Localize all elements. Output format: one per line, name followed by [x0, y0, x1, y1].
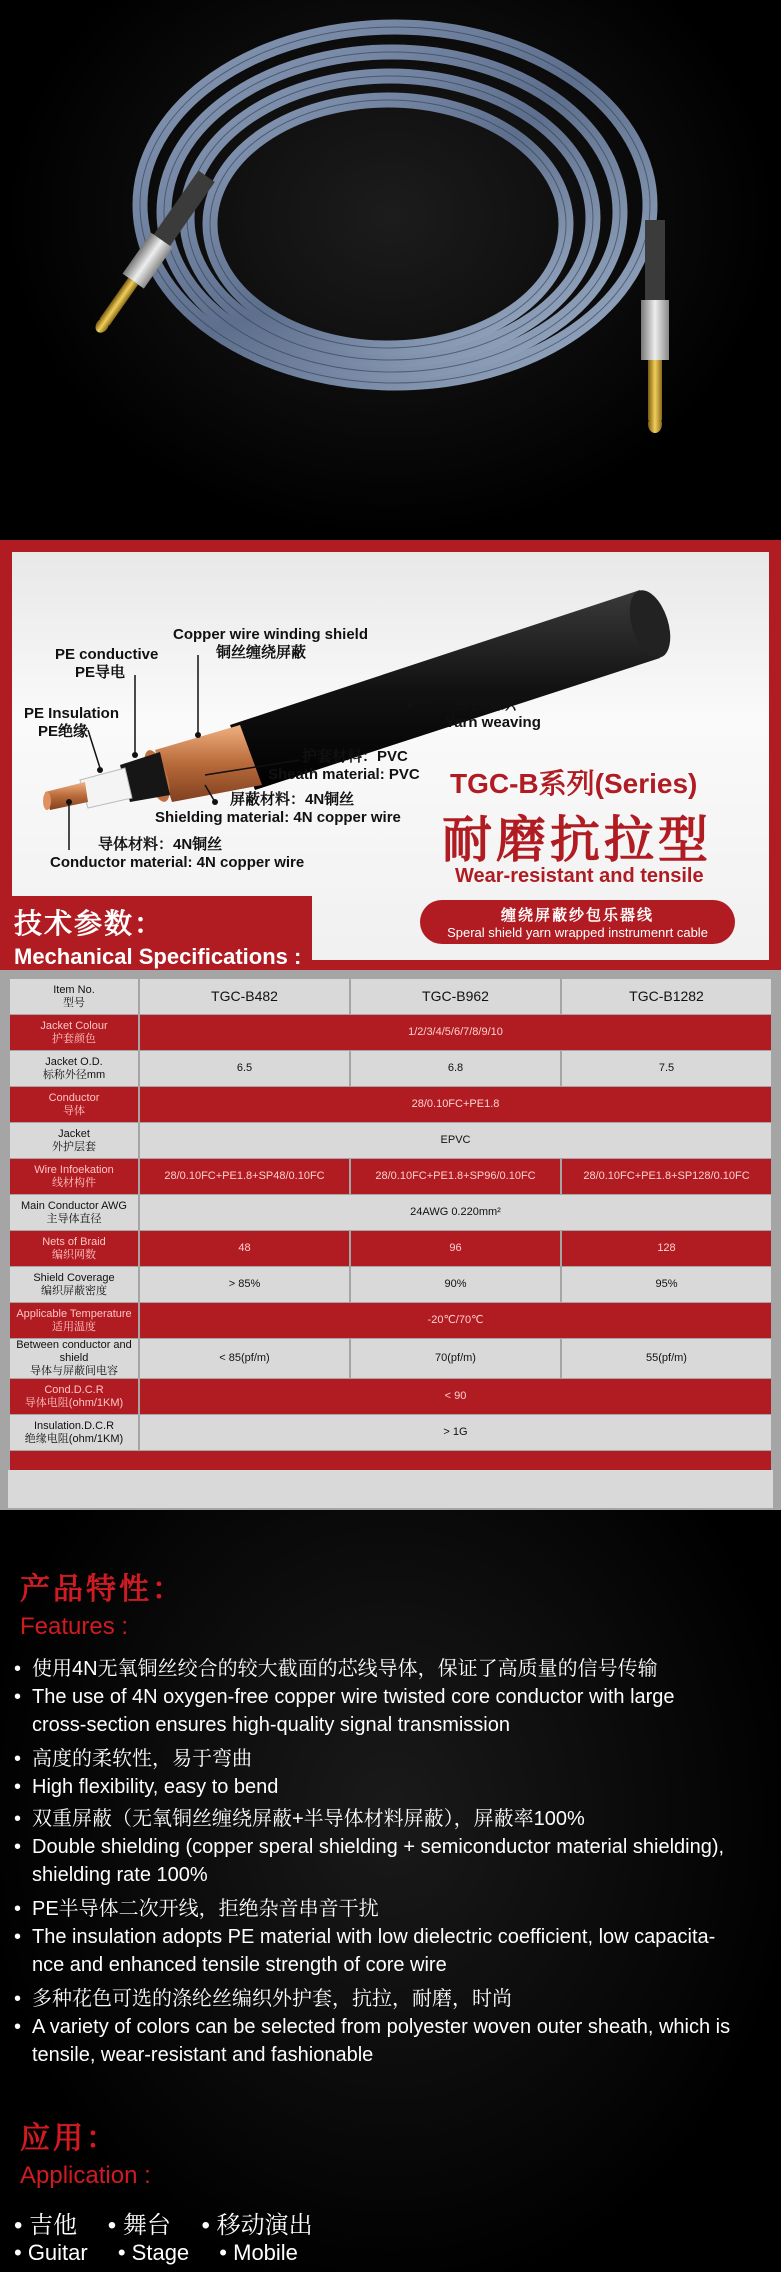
table-cell: 128: [562, 1231, 771, 1266]
feature-item: [14, 1745, 774, 1801]
table-row: [10, 1267, 771, 1302]
feature-item: [14, 1985, 774, 2069]
feature-text-en-cont: tensile, wear-resistant and fashionable: [32, 2044, 374, 2066]
table-cell: 1/2/3/4/5/6/7/8/9/10: [140, 1015, 771, 1050]
label-conductor-cn: 导体材料：4N铜丝: [98, 836, 223, 853]
label-pe-insulation-en: PE Insulation: [24, 705, 120, 722]
bullet-icon: •: [14, 1658, 22, 1680]
header-item-cn: 型号: [63, 996, 85, 1009]
row-label-en: Nets of Braid: [42, 1235, 106, 1248]
row-label-en: Insulation.D.C.R: [33, 1419, 115, 1432]
table-cell: > 85%: [140, 1267, 349, 1302]
table-cell: -20℃/70℃: [140, 1303, 771, 1338]
header-item-en: Item No.: [53, 983, 95, 996]
row-label-cn: 绝缘电阻(ohm/1KM): [24, 1432, 124, 1445]
row-label-en: Wire Infoekation: [34, 1163, 114, 1176]
feature-text-cn: 高度的柔软性，易于弯曲: [32, 1748, 252, 1770]
table-row: [10, 1087, 771, 1122]
table-row: [10, 1123, 771, 1158]
row-label-cn: 导体与屏蔽间电容: [30, 1365, 118, 1377]
spec-heading-cn: 技术参数：: [14, 908, 165, 939]
table-cell: 6.5: [140, 1051, 349, 1086]
table-cell: > 1G: [140, 1415, 771, 1450]
row-label-en: Jacket: [58, 1127, 90, 1140]
feature-text-en-cont: nce and enhanced tensile strength of core wire: [32, 1954, 447, 1976]
feature-item: [14, 1655, 774, 1739]
header-model-1: TGC-B482: [140, 979, 349, 1014]
table-cell: EPVC: [140, 1123, 771, 1158]
table-row: [10, 1015, 771, 1050]
row-label-cn: 标称外径mm: [42, 1068, 106, 1081]
cable-type-cn: 缠绕屏蔽纱包乐器线: [500, 907, 654, 924]
header-model-3: TGC-B1282: [562, 979, 771, 1014]
table-cell: 6.8: [351, 1051, 560, 1086]
header-item-cell: [10, 979, 138, 1014]
table-cell: 28/0.10FC+PE1.8+SP48/0.10FC: [140, 1159, 349, 1194]
feature-item: [14, 1895, 774, 1979]
wear-title-cn: 耐磨抗拉型: [442, 810, 712, 869]
row-label-en: Conductor: [48, 1091, 100, 1104]
product-hero: [0, 0, 781, 540]
application-title-cn: 应用：: [20, 2122, 119, 2155]
label-shielding-en: Shielding material: 4N copper wire: [155, 809, 401, 826]
row-label-en: Shield Coverage: [33, 1271, 115, 1284]
table-row: [10, 1379, 771, 1414]
table-cell: 48: [140, 1231, 349, 1266]
application-list-en: [14, 2240, 322, 2266]
bullet-icon: •: [14, 1898, 22, 1920]
table-row: [10, 1231, 771, 1266]
divider: [312, 960, 781, 970]
feature-text-en-cont: cross-section ensures high-quality signal transmission: [32, 1714, 510, 1736]
row-label-cell: [10, 1339, 138, 1378]
row-label-cell: [10, 1303, 138, 1338]
app-item-en: • Guitar: [14, 2240, 88, 2265]
app-item-en: • Mobile: [219, 2240, 298, 2265]
bullet-icon: •: [14, 1686, 22, 1708]
header-model-2: TGC-B962: [351, 979, 560, 1014]
row-label-cell: [10, 1159, 138, 1194]
row-label-en: Jacket O.D.: [45, 1055, 103, 1068]
coiled-cable-image: [0, 0, 781, 540]
bullet-icon: •: [14, 1808, 22, 1830]
label-pe-insulation-cn: PE绝缘: [38, 723, 89, 740]
spec-heading: [0, 896, 312, 970]
table-row: [10, 1303, 771, 1338]
row-label-en: Jacket Colour: [40, 1019, 108, 1032]
row-label-cn: 编织屏蔽密度: [41, 1284, 107, 1297]
bullet-icon: •: [14, 1836, 22, 1858]
label-pe-conductive-en: PE conductive: [55, 646, 159, 663]
row-label-cell: [10, 1015, 138, 1050]
label-sheath-en: Sheath material: PVC: [268, 766, 420, 783]
wear-title-en: Wear-resistant and tensile: [455, 865, 704, 887]
bullet-icon: •: [14, 2016, 22, 2038]
row-label-cn: 护套颜色: [52, 1032, 96, 1045]
feature-text-en: High flexibility, easy to bend: [32, 1776, 279, 1798]
feature-text-en: A variety of colors can be selected from polyester woven outer sheath, which is: [32, 2016, 731, 2038]
features-title-cn: 产品特性：: [20, 1573, 185, 1606]
feature-text-cn: PE半导体二次开线，拒绝杂音串音干扰: [32, 1898, 379, 1920]
feature-item: [14, 1805, 774, 1889]
table-cell: 7.5: [562, 1051, 771, 1086]
row-label-cell: [10, 1051, 138, 1086]
label-shielding-cn: 屏蔽材料：4N铜丝: [230, 791, 355, 808]
row-label-cn: 导体: [63, 1104, 85, 1117]
table-cell: 70(pf/m): [351, 1339, 560, 1378]
table-cell: 24AWG 0.220mm²: [140, 1195, 771, 1230]
row-label-cell: [10, 1379, 138, 1414]
series-title: TGC-B系列(Series): [450, 768, 698, 799]
app-item-en: • Stage: [117, 2240, 190, 2265]
spec-table-panel: [0, 970, 781, 1510]
bullet-icon: •: [14, 1776, 22, 1798]
table-row: [10, 1415, 771, 1450]
row-label-en: Between conductor and shield: [16, 1339, 132, 1364]
row-label-cell: [10, 1267, 138, 1302]
app-item-cn: • 舞台: [107, 2212, 171, 2239]
bullet-icon: •: [14, 1988, 22, 2010]
label-conductor-en: Conductor material: 4N copper wire: [50, 854, 305, 871]
row-label-cell: [10, 1123, 138, 1158]
app-item-cn: • 移动演出: [201, 2212, 313, 2239]
app-item-cn: • 吉他: [14, 2212, 78, 2239]
cable-type-badge: [420, 900, 735, 944]
table-row: [10, 1339, 771, 1378]
row-label-cn: 线材构件: [52, 1176, 96, 1189]
features-section: [0, 1510, 781, 2272]
label-sheath-cn: 护套材料：PVC: [302, 748, 408, 765]
row-label-cell: [10, 1415, 138, 1450]
table-cell: 55(pf/m): [562, 1339, 771, 1378]
bullet-icon: •: [14, 1748, 22, 1770]
row-label-en: Cond.D.C.R: [44, 1383, 104, 1396]
table-cell: 90%: [351, 1267, 560, 1302]
application-title-en: Application :: [20, 2162, 151, 2189]
label-yarn-en: Yarn weaving: [445, 714, 541, 731]
bullet-icon: •: [14, 1926, 22, 1948]
table-cell: < 85(pf/m): [140, 1339, 349, 1378]
row-label-en: Applicable Temperature: [16, 1307, 132, 1320]
label-copper-shield-cn: 铜丝缠绕屏蔽: [216, 644, 307, 661]
row-label-en: Main Conductor AWG: [21, 1199, 127, 1212]
feature-text-en: Double shielding (copper speral shielding + semiconductor material shielding),: [32, 1836, 725, 1858]
spec-heading-en: Mechanical Specifications :: [14, 944, 302, 969]
table-cell: 28/0.10FC+PE1.8+SP96/0.10FC: [351, 1159, 560, 1194]
table-header-row: [10, 979, 771, 1014]
label-pe-conductive-cn: PE导电: [75, 664, 126, 681]
table-cell: 28/0.10FC+PE1.8+SP128/0.10FC: [562, 1159, 771, 1194]
table-row: [10, 1159, 771, 1194]
features-title-en: Features :: [20, 1613, 129, 1640]
row-label-cn: 外护层套: [52, 1140, 96, 1153]
feature-text-cn: 多种花色可选的涤纶丝编织外护套，抗拉，耐磨，时尚: [32, 1988, 512, 2010]
feature-text-en: The use of 4N oxygen-free copper wire twisted core conductor with large: [32, 1686, 675, 1708]
table-cell: 28/0.10FC+PE1.8: [140, 1087, 771, 1122]
label-copper-shield-en: Copper wire winding shield: [173, 626, 369, 643]
row-label-cn: 导体电阻(ohm/1KM): [24, 1396, 124, 1409]
table-row: [10, 1195, 771, 1230]
feature-text-cn: 使用4N无氧铜丝绞合的较大截面的芯线导体，保证了高质量的信号传输: [32, 1658, 658, 1680]
row-label-cell: [10, 1087, 138, 1122]
spec-table: [8, 978, 773, 1486]
feature-text-cn: 双重屏蔽（无氧铜丝缠绕屏蔽+半导体材料屏蔽），屏蔽率100%: [32, 1808, 585, 1830]
table-cell: 96: [351, 1231, 560, 1266]
table-footer: [8, 1470, 773, 1508]
table-cell: < 90: [140, 1379, 771, 1414]
row-label-cn: 适用温度: [52, 1320, 96, 1333]
application-list-cn: [14, 2205, 337, 2240]
row-label-cn: 编织网数: [52, 1248, 96, 1261]
row-label-cell: [10, 1231, 138, 1266]
label-yarn-cn: 纱线编织: [456, 696, 517, 713]
feature-text-en: The insulation adopts PE material with low dielectric coefficient, low capacita-: [32, 1926, 716, 1948]
feature-text-en-cont: shielding rate 100%: [32, 1864, 208, 1886]
cable-type-en: Speral shield yarn wrapped instrumenrt cable: [447, 925, 708, 940]
table-row: [10, 1051, 771, 1086]
row-label-cn: 主导体直径: [46, 1212, 102, 1225]
table-cell: 95%: [562, 1267, 771, 1302]
row-label-cell: [10, 1195, 138, 1230]
